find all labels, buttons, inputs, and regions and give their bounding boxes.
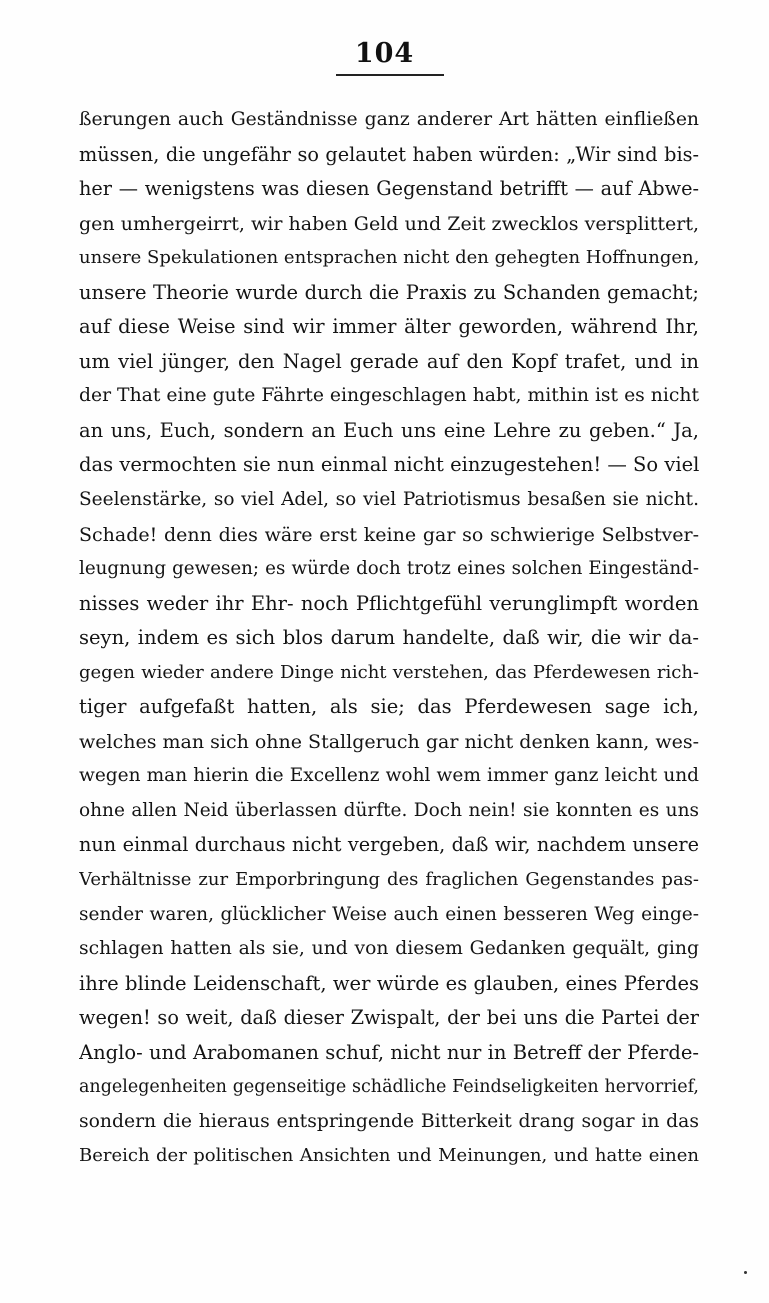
text-line: nun einmal durchaus nicht vergeben, daß wir, nachdem unsere [79, 833, 699, 857]
text-line: wegen man hierin die Excellenz wohl wem immer ganz leicht und [79, 765, 699, 787]
text-line: um viel jünger, den Nagel gerade auf den Kopf trafet, und in [79, 349, 699, 373]
text-line: welches man sich ohne Stallgeruch gar nicht denken kann, wes- [79, 730, 699, 753]
text-line: ohne allen Neid überlassen dürfte. Doch nein! sie konnten es uns [79, 799, 699, 821]
text-line: unsere Spekulationen entsprachen nicht den gehegten Hoffnungen, [79, 247, 699, 269]
text-line: müssen, die ungefähr so gelautet haben würden: „Wir sind bis- [79, 142, 699, 166]
text-line: leugnung gewesen; es würde doch trotz eines solchen Eingeständ- [79, 558, 699, 580]
text-line: der That eine gute Fährte eingeschlagen habt, mithin ist es nicht [79, 385, 699, 407]
text-line: gen umhergeirrt, wir haben Geld und Zeit zwecklos versplittert, [79, 212, 699, 235]
text-line: Anglo- und Arabomanen schuf, nicht nur in Betreff der Pferde- [79, 1040, 699, 1064]
ink-speck [744, 1271, 747, 1274]
text-line: Seelenstärke, so viel Adel, so viel Patriotismus besaßen sie nicht. [79, 489, 699, 511]
text-line: nisses weder ihr Ehr- noch Pflichtgefühl verunglimpft worden [79, 591, 699, 615]
text-line: Bereich der politischen Ansichten und Meinungen, und hatte einen [79, 1145, 699, 1167]
text-line: unsere Theorie wurde durch die Praxis zu Schanden gemacht; [79, 280, 699, 304]
text-line: auf diese Weise sind wir immer älter geworden, während Ihr, [79, 315, 699, 339]
text-line: seyn, indem es sich blos darum handelte, daß wir, die wir da- [79, 626, 699, 650]
text-line: tiger aufgefaßt hatten, als sie; das Pferdewesen sage ich, [79, 695, 699, 719]
page-number-rule [336, 74, 444, 76]
text-line: das vermochten sie nun einmal nicht einzugestehen! — So viel [79, 453, 699, 477]
page-number: 104 [354, 38, 415, 69]
text-line: ßerungen auch Geständnisse ganz anderer Art hätten einfließen [79, 109, 699, 130]
text-line: angelegenheiten gegenseitige schädliche Feindseligkeiten hervorrief, [79, 1077, 699, 1098]
text-line: schlagen hatten als sie, und von diesem Gedanken gequält, ging [79, 938, 699, 960]
text-line: ihre blinde Leidenschaft, wer würde es glauben, eines Pferdes [79, 971, 699, 995]
text-line: Schade! denn dies wäre erst keine gar so schwierige Selbstver- [79, 523, 699, 546]
text-line: wegen! so weit, daß dieser Zwispalt, der bei uns die Partei der [79, 1006, 699, 1030]
text-line: sondern die hieraus entspringende Bitterkeit drang sogar in das [79, 1110, 699, 1132]
text-line: sender waren, glücklicher Weise auch einen besseren Weg einge- [79, 903, 699, 925]
text-line: gegen wieder andere Dinge nicht verstehen, das Pferdewesen rich- [79, 661, 699, 683]
body-text [79, 103, 699, 1174]
text-line: an uns, Euch, sondern an Euch uns eine Lehre zu geben.“ Ja, [79, 418, 699, 442]
text-line: her — wenigstens was diesen Gegenstand betrifft — auf Abwe- [79, 177, 699, 201]
text-line: Verhältnisse zur Emporbringung des fraglichen Gegenstandes pas- [79, 869, 699, 891]
